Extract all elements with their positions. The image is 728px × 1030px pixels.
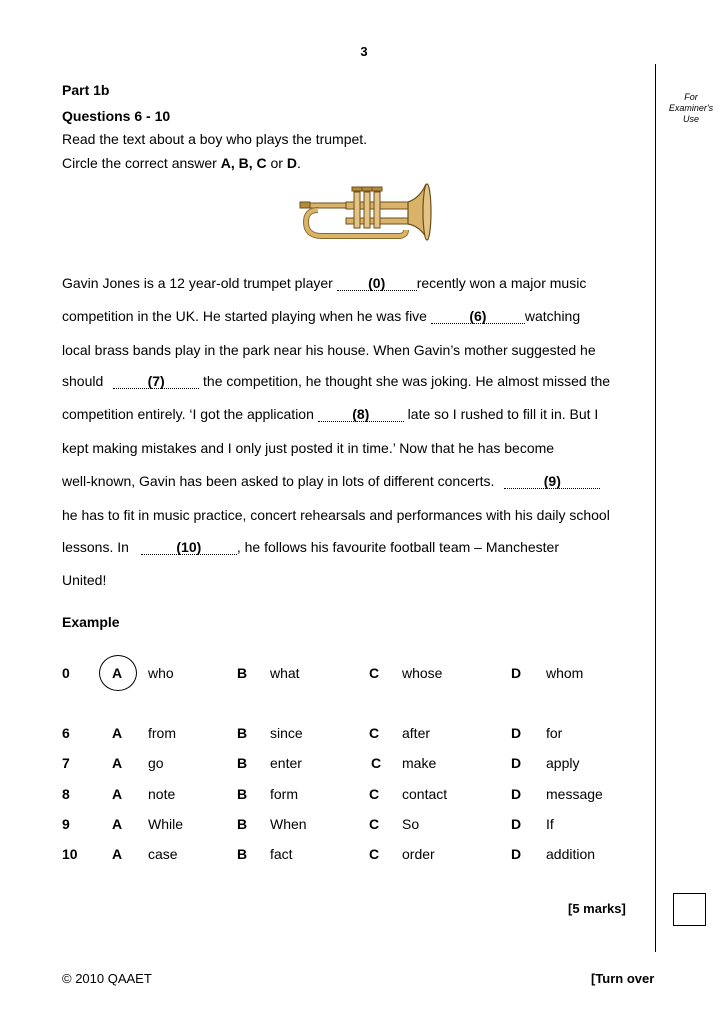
option-letter-c: C xyxy=(369,786,380,802)
option-letter-a: A xyxy=(112,725,123,741)
passage-line-5 xyxy=(62,406,598,422)
footer-turn-over: [Turn over xyxy=(591,971,655,986)
passage-line-9 xyxy=(62,539,559,555)
examiner-label-line: Use xyxy=(682,114,699,124)
option-letter-b: B xyxy=(237,725,248,741)
question-number: 9 xyxy=(62,816,70,832)
example-label: Example xyxy=(62,614,120,630)
option-letter-b: B xyxy=(237,816,248,832)
option-b: what xyxy=(270,665,300,681)
option-b[interactable]: since xyxy=(270,725,303,741)
passage-text: lessons. In xyxy=(62,539,133,555)
instruction-circle xyxy=(62,155,301,171)
option-b[interactable]: enter xyxy=(270,755,302,771)
question-number: 10 xyxy=(62,846,78,862)
option-a[interactable]: go xyxy=(148,755,164,771)
passage-line-4 xyxy=(62,373,610,389)
option-a[interactable]: note xyxy=(148,786,176,802)
option-letter-c: C xyxy=(369,846,380,862)
instruction-period: . xyxy=(296,155,301,171)
option-a[interactable]: case xyxy=(148,846,178,862)
examiner-label-line: Examiner's xyxy=(668,103,714,113)
option-letter-b: B xyxy=(237,846,248,862)
option-letter-a: A xyxy=(112,786,123,802)
gap-0: (0) xyxy=(337,276,417,291)
passage-text: the competition, he thought she was joking. He almost missed the xyxy=(199,373,611,389)
passage-text: competition entirely. ‘I got the application xyxy=(62,406,318,422)
question-number: 0 xyxy=(62,665,70,681)
option-d[interactable]: for xyxy=(546,725,563,741)
passage-text: recently won a major music xyxy=(416,275,587,291)
option-letter-d: D xyxy=(511,816,522,832)
instruction-or: or xyxy=(266,155,287,171)
gap-6: (6) xyxy=(431,309,525,324)
option-b[interactable]: form xyxy=(270,786,298,802)
passage-text: Gavin Jones is a 12 year-old trumpet player xyxy=(62,275,337,291)
option-letter-b: B xyxy=(237,755,248,771)
part-title: Part 1b xyxy=(62,82,110,98)
examiner-label-line: For xyxy=(684,92,698,102)
passage-text: watching xyxy=(524,308,581,324)
gap-7: (7) xyxy=(113,374,199,389)
option-a[interactable]: from xyxy=(148,725,176,741)
option-c[interactable]: after xyxy=(402,725,431,741)
question-number: 8 xyxy=(62,786,70,802)
passage-text: well-known, Gavin has been asked to play in lots of different concerts. xyxy=(62,473,499,489)
question-number: 6 xyxy=(62,725,70,741)
option-letter-a: A xyxy=(112,846,123,862)
passage-text: competition in the UK. He started playing when he was five xyxy=(62,308,431,324)
option-d[interactable]: message xyxy=(546,786,603,802)
passage-line-3: local brass bands play in the park near his house. When Gavin’s mother suggested he xyxy=(62,342,596,358)
passage-line-10: United! xyxy=(62,572,107,588)
instruction-read: Read the text about a boy who plays the trumpet. xyxy=(62,131,368,147)
option-letter-a: A xyxy=(112,816,123,832)
passage-text: late so I rushed to fill it in. But I xyxy=(403,406,599,422)
option-d: whom xyxy=(546,665,584,681)
questions-range: Questions 6 - 10 xyxy=(62,108,171,124)
option-letter-d: D xyxy=(511,665,522,681)
footer-copyright: © 2010 QAAET xyxy=(62,971,152,986)
option-letter-d: D xyxy=(511,786,522,802)
passage-text: should xyxy=(62,373,108,389)
passage-text: , he follows his favourite football team – Manchester xyxy=(236,539,559,555)
trumpet-illustration xyxy=(298,180,438,244)
option-d[interactable]: If xyxy=(546,816,554,832)
option-letter-c: C xyxy=(369,665,380,681)
option-letter-a: A xyxy=(112,755,123,771)
option-c[interactable]: contact xyxy=(402,786,448,802)
option-d[interactable]: apply xyxy=(546,755,580,771)
option-a: who xyxy=(148,665,174,681)
page-number: 3 xyxy=(360,44,368,59)
margin-divider xyxy=(655,64,656,952)
gap-9: (9) xyxy=(504,474,600,489)
instruction-letters: A, B, C xyxy=(220,155,267,171)
option-c[interactable]: order xyxy=(402,846,435,862)
option-b[interactable]: When xyxy=(270,816,307,832)
passage-line-2 xyxy=(62,308,580,324)
option-letter-b: B xyxy=(237,786,248,802)
option-letter-d: D xyxy=(511,725,522,741)
passage-line-6: kept making mistakes and I only just posted it in time.’ Now that he has become xyxy=(62,440,555,456)
option-letter-a: A xyxy=(112,665,123,681)
option-letter-b: B xyxy=(237,665,248,681)
instruction-text: Circle the correct answer xyxy=(62,155,221,171)
gap-10: (10) xyxy=(141,540,237,555)
passage-line-1 xyxy=(62,275,586,291)
option-letter-d: D xyxy=(511,846,522,862)
examiner-use-label xyxy=(656,92,726,125)
passage-line-7 xyxy=(62,473,600,489)
marks-total: [5 marks] xyxy=(568,901,626,916)
option-c: whose xyxy=(402,665,443,681)
gap-8: (8) xyxy=(318,407,404,422)
option-d[interactable]: addition xyxy=(546,846,596,862)
option-a[interactable]: While xyxy=(148,816,184,832)
question-number: 7 xyxy=(62,755,70,771)
instruction-letter-d: D xyxy=(286,155,297,171)
examiner-mark-box[interactable] xyxy=(673,893,706,926)
option-b[interactable]: fact xyxy=(270,846,293,862)
option-letter-c: C xyxy=(369,816,380,832)
passage-line-8: he has to fit in music practice, concert rehearsals and performances with his daily school xyxy=(62,507,610,523)
option-c[interactable]: So xyxy=(402,816,420,832)
option-letter-d: D xyxy=(511,755,522,771)
option-letter-c: C xyxy=(371,755,382,771)
option-c[interactable]: make xyxy=(402,755,437,771)
option-letter-c: C xyxy=(369,725,380,741)
